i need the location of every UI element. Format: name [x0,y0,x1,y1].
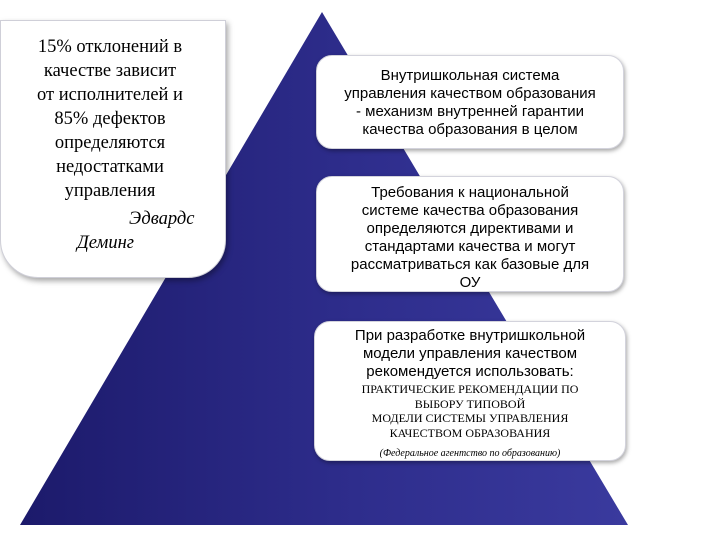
card-bottom-heading-line: модели управления качеством [362,345,578,362]
card-bottom-heading-line: При разработке внутришкольной [354,327,586,344]
card-bottom-source-note: (Федеральное агентство по образованию) [379,448,561,459]
card-middle-line: стандартами качества и могут [364,238,576,255]
card-national-requirements [316,176,624,292]
card-internal-quality-system [316,55,624,149]
quote-line: качестве зависит [43,61,177,81]
card-model-recommendations [314,321,626,461]
card-top-text [317,56,623,139]
card-bottom-heading [315,322,625,381]
card-top-line: качества образования в целом [362,121,578,138]
card-middle-line: определяются директивами и [366,220,574,237]
quote-line: 15% отклонений в [37,37,183,57]
quote-author-first: Эдвардс [129,209,195,229]
card-middle-line: рассматриваться как базовые для [350,256,590,273]
card-bottom-caps-line: ПРАКТИЧЕСКИЕ РЕКОМЕНДАЦИИ ПО [361,382,579,396]
quote-line: 85% дефектов [54,109,166,129]
card-top-line: Внутришкольная система [380,67,560,84]
card-bottom-caps-line: МОДЕЛИ СИСТЕМЫ УПРАВЛЕНИЯ [371,411,569,425]
quote-line: от исполнителей и [37,85,183,105]
deming-quote-box [0,20,226,278]
card-middle-line: Требования к национальной [371,184,569,201]
card-middle-line: ОУ [459,274,481,291]
quote-line: недостатками [56,157,164,177]
card-middle-text [317,177,623,292]
card-top-line: управления качеством образования [344,85,596,102]
card-top-line: - механизм внутренней гарантии [355,103,585,120]
card-bottom-caps-line: КАЧЕСТВОМ ОБРАЗОВАНИЯ [389,425,551,440]
quote-author-last: Деминг [77,233,134,253]
quote-line: управления [64,181,156,201]
quote-line: определяются [54,133,166,153]
card-bottom-heading-line: рекомендуется использовать: [366,363,574,380]
card-bottom-recommendation [315,382,625,440]
card-middle-line: системе качества образования [361,202,579,219]
deming-quote-text [1,35,219,203]
card-bottom-caps-line: ВЫБОРУ ТИПОВОЙ [414,396,526,411]
